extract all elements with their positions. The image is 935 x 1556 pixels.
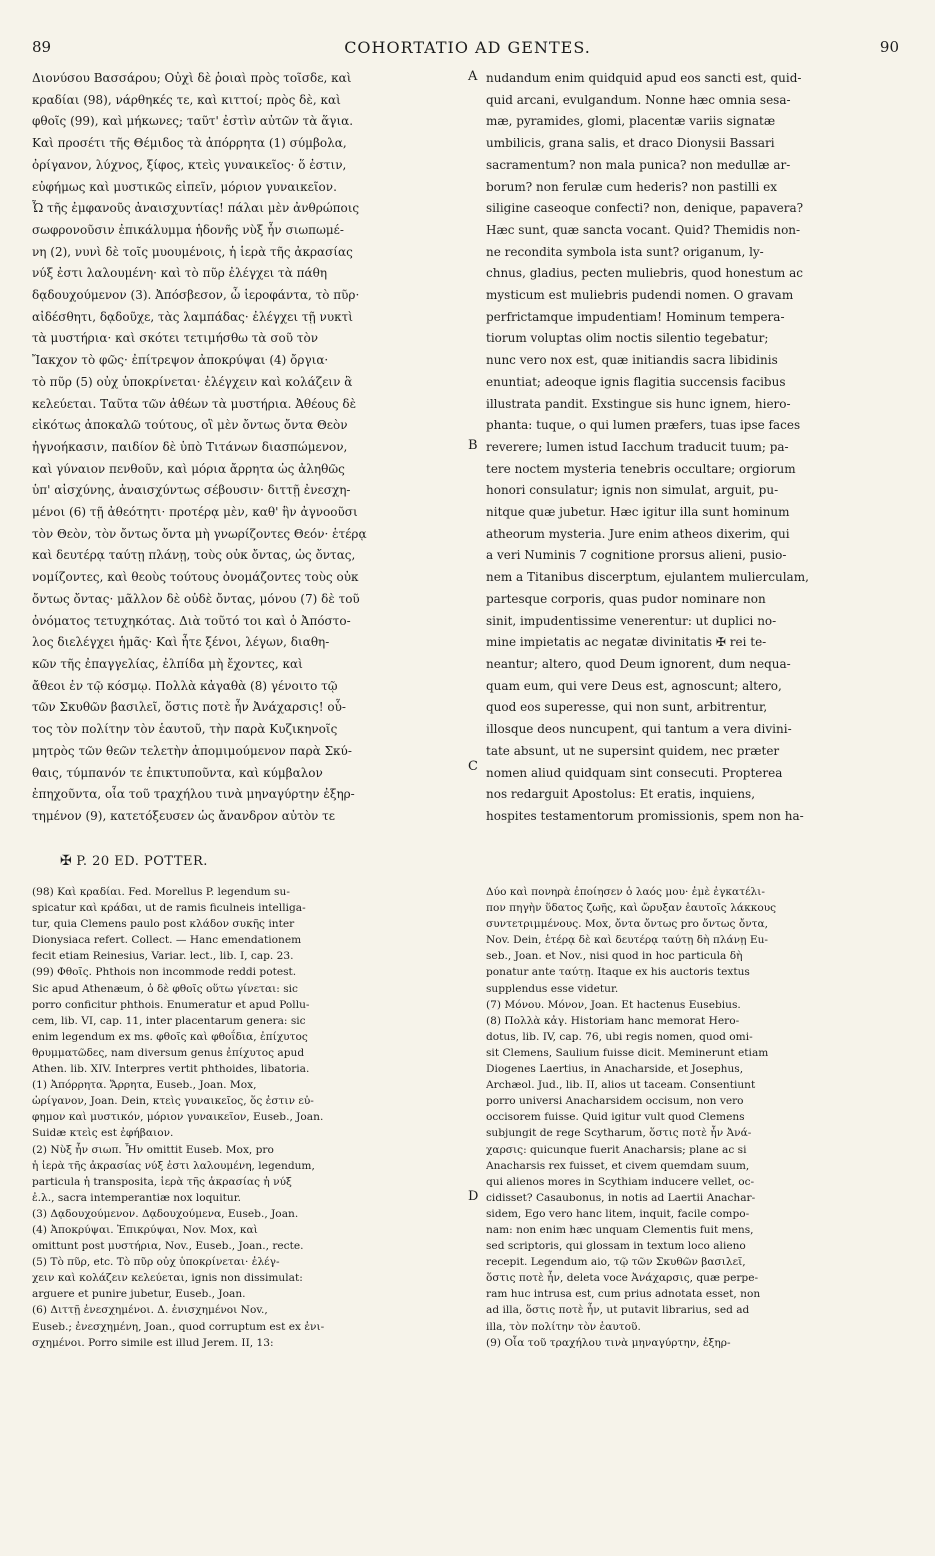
greek-text-column: Διονύσου Βασσάρου; Οὐχὶ δὲ ῥοιαὶ πρὸς τοῖσδε, καὶ κραδίαι (98), νάρθηκές τε, καὶ κιττοί; πρὸς δὲ, καὶ φθοῖς (99), καὶ μήκωνες; ταῦτ' ἐστὶν αὐτῶν τὰ ἅγια. Καὶ προσέτι τῆς Θέμιδος τὰ ἀπόρρητα (1) σύμβολα, ὀρίγανον, λύχνος, ξίφος, κτεὶς γυναικεῖος· ὅ ἐστιν, εὐφήμως καὶ μυστικῶς εἰπεῖν, μόριον γυναικεῖον. Ὦ τῆς ἐμφανοῦς ἀναισχυντίας! πάλαι μὲν ἀνθρώποις σωφρονοῦσιν ἐπικάλυμμα ἡδονῆς νὺξ ἦν σιωπωμέ- νη (2), νυνὶ δὲ τοῖς μυουμένοις, ἡ ἱερὰ τῆς ἀκρασίας νύξ ἐστι λαλουμένη· καὶ τὸ πῦρ ἐλέγχει τὰ πάθη δᾳδουχούμενον (3). Ἀπόσβεσον, ὦ ἱεροφάντα, τὸ πῦρ· αἰδέσθητι, δᾳδοῦχε, τὰς λαμπάδας· ἐλέγχει τῇ νυκτὶ τὰ μυστήρια· καὶ σκότει τετιμήσθω τὰ σοῦ τὸν Ἴακχον τὸ φῶς· ἐπίτρεψον ἀποκρύψαι (4) ὄργια· τὸ πῦρ (5) οὐχ ὑποκρίνεται· ἐλέγχειν καὶ κολάζειν ἃ κελεύεται. Ταῦτα τῶν ἀθέων τὰ μυστήρια. Ἀθέους δὲ εἰκότως ἀποκαλῶ τούτους, οἳ μὲν ὄντως ὄντα Θεὸν ἠγνοήκασιν, παιδίον δὲ ὑπὸ Τιτάνων διασπώμενον, καὶ γύναιον πενθοῦν, καὶ μόρια ἄρρητα ὡς ἀληθῶς ὑπ' αἰσχύνης, ἀναισχύντως σέβουσιν· διττῇ ἐνεσχη- μένοι (6) τῇ ἀθεότητι· προτέρᾳ μὲν, καθ' ἣν ἀγνοοῦσι τὸν Θεὸν, τὸν ὄντως ὄντα μὴ γνωρίζοντες Θεόν· ἑτέρᾳ καὶ δευτέρᾳ ταύτῃ πλάνῃ, τοὺς οὐκ ὄντας, ὡς ὄντας, νομίζοντες, καὶ θεοὺς τούτους ὀνομάζοντες τοὺς οὐκ ὄντως ὄντας· μᾶλλον δὲ οὐδὲ ὄντας, μόνου (7) δὲ τοῦ ὀνόματος τετυχηκότας. Διὰ τοῦτό τοι καὶ ὁ Ἀπόστο- λος διελέγχει ἡμᾶς· Καὶ ἦτε ξένοι, λέγων, διαθη- κῶν τῆς ἐπαγγελίας, ἐλπίδα μὴ ἔχοντες, καὶ ἄθεοι ἐν τῷ κόσμῳ. Πολλὰ κἀγαθὰ (8) γένοιτο τῷ τῶν Σκυθῶν βασιλεῖ, ὅστις ποτὲ ἦν Ἀνάχαρσις! οὗ- τος τὸν πολίτην τὸν ἑαυτοῦ, τὴν παρὰ Κυζικηνοῖς μητρὸς τῶν θεῶν τελετὴν ἀπομιμούμενον παρὰ Σκύ- θαις, τύμπανόν τε ἐπικτυποῦντα, καὶ κύμβαλον ἐπηχοῦντα, οἷα τοῦ τραχήλου τινὰ μηναγύρτην ἐξηρ- τημένον (9), κατετόξευσεν ὡς ἄνανδρον αὐτὸν τε — [32, 71, 367, 823]
running-title: COHORTATIO AD GENTES. — [344, 38, 591, 57]
potter-edition-reference — [60, 853, 208, 869]
page-header — [0, 38, 935, 68]
section-marker-b: B — [468, 438, 478, 453]
right-page-number: 90 — [879, 38, 899, 56]
left-page-number: 89 — [32, 38, 52, 56]
latin-text-column: nudandum enim quidquid apud eos sancti est, quid- quid arcani, evulgandum. Nonne hæc omnia sesa- mæ, pyramides, glomi, placentæ variis signatæ umbilicis, grana salis, et draco Dionysii Bassari sacramentum? non mala punica? non medullæ ar- borum? non ferulæ cum hederis? non pastilli ex siligine caseoque confecti? non, denique, papavera? Hæc sunt, quæ sancta vocant. Quid? Themidis non- ne recondita symbola ista sunt? origanum, ly- chnus, gladius, pecten muliebris, quod honestum ac mysticum est muliebris pudendi nomen. O gravam perfrictamque impudentiam! Hominum tempera- tiorum voluptas olim noctis silentio tegebatur; nunc vero nox est, quæ initiandis sacra libidinis enuntiat; adeoque ignis flagitia succensis facibus illustrata pandit. Exstingue sis hunc ignem, hiero- phanta: tuque, o qui lumen præfers, tuas ipse faces reverere; lumen istud Iacchum traducit tuum; pa- tere noctem mysteria tenebris occultare; orgiorum honori consulatur; ignis non simulat, arguit, pu- nitque quæ jubetur. Hæc igitur illa sunt hominum atheorum mysteria. Jure enim atheos dixerim, qui a veri Numinis 7 cognitione prorsus alieni, pusio- nem a Titanibus discerptum, ejulantem mulierculam, partesque corporis, quas pudor nominare non sinit, impudentissime venerentur: ut duplici no- mine impietatis ac negatæ divinitatis ✠ rei te- neantur; altero, quod Deum ignorent, dum nequa- quam eum, qui vere Deus est, agnoscunt; altero, quod eos superesse, qui non sunt, arbitrentur, illosque deos nuncupent, qui tantum a vera divini- tate absunt, ut ne supersint quidem, nec præter nomen aliud quidquam sint consecuti. Propterea nos redarguit Apostolus: Et eratis, inquiens, hospites testamentorum promissionis, spem non ha- — [486, 71, 809, 823]
cross-icon: ✠ — [60, 853, 73, 869]
footnotes-right-column: Δύο καὶ πονηρὰ ἐποίησεν ὁ λαός μου· ἐμὲ ἐγκατέλι- πον πηγὴν ὕδατος ζωῆς, καὶ ὤρυξαν ἑαυτοῖς λάκκους συντετριμμένους. Mox, ὄντα ὄντως pro ὄντως ὄντα, Nov. Dein, ἑτέρᾳ δὲ καὶ δευτέρᾳ ταύτῃ δὴ πλάνῃ Eu- seb., Joan. et Nov., nisi quod in hoc particula δὴ ponatur ante ταύτῃ. Itaque ex his auctoris textus supplendus esse videtur. (7) Μόνου. Μόνον, Joan. Et hactenus Eusebius. (8) Πολλὰ κἀγ. Historiam hanc memorat Hero- dotus, lib. IV, cap. 76, ubi regis nomen, quod omi- sit Clemens, Saulium fuisse dicit. Meminerunt etiam Diogenes Laertius, in Anacharside, et Josephus, Archæol. Jud., lib. II, alios ut taceam. Consentiunt porro universi Anacharsidem occisum, non vero occisorem fuisse. Quid igitur vult quod Clemens subjungit de rege Scytharum, ὅστις ποτὲ ἦν Ἀνά- χαρσις: quicunque fuerit Anacharsis; plane ac si Anacharsis rex fuisset, et civem quemdam suum, qui alienos mores in Scythiam inducere vellet, oc- cidisset? Casaubonus, in notis ad Laertii Anachar- sidem, Ego vero hanc litem, inquit, facile compo- nam: non enim hæc unquam Clementis fuit mens, sed scriptoris, qui glossam in textum loco alieno recepit. Legendum aio, τῷ τῶν Σκυθῶν βασιλεῖ, ὅστις ποτὲ ἦν, deleta voce Ἀνάχαρσις, quæ perpe- ram huc intrusa est, cum prius adnotata esset, non ad illa, ὅστις ποτὲ ἦν, ut putavit librarius, sed ad illa, τὸν πολίτην τὸν ἑαυτοῦ. (9) Οἷα τοῦ τραχήλου τινὰ μηναγύρτην, ἐξηρ- — [486, 886, 777, 1349]
potter-reference-text: P. 20 ED. POTTER. — [76, 854, 208, 869]
footnotes-left-column: (98) Καὶ κραδίαι. Fed. Morellus P. legendum su- spicatur καὶ κράδαι, ut de ramis ficulneis intelliga- tur, quia Clemens paulo post κλάδον συκῆς inter Dionysiaca refert. Collect. — Hanc emendationem fecit etiam Reinesius, Variar. lect., lib. I, cap. 23. (99) Φθοῖς. Phthois non incommode reddi potest. Sic apud Athenæum, ὁ δὲ φθοῖς οὕτω γίνεται: sic porro conficitur phthois. Enumeratur et apud Pollu- cem, lib. VI, cap. 11, inter placentarum genera: sic enim legendum ex ms. φθοῖς καὶ φθοΐδια, ἐπίχυτος θρυμματῶδες, nam diversum genus ἐπίχυτος apud Athen. lib. XIV. Interpres vertit phthoides, libatoria. (1) Ἀπόρρητα. Ἄρρητα, Euseb., Joan. Mox, ὠρίγανον, Joan. Dein, κτεὶς γυναικεῖος, ὅς ἐστιν εὐ- φημον καὶ μυστικόν, μόριον γυναικεῖον, Euseb., Joan. Suidæ κτεὶς est ἐφήβαιον. (2) Νὺξ ἦν σιωπ. Ἦν omittit Euseb. Mox, pro ἡ ἱερὰ τῆς ἀκρασίας νύξ ἐστι λαλουμένη, legendum, particula ἡ transposita, ἱερὰ τῆς ἀκρασίας ἡ νύξ ἐ.λ., sacra intemperantiæ nox loquitur. (3) Δᾳδουχούμενον. Δᾳδουχούμενα, Euseb., Joan. (4) Ἀποκρύψαι. Ἐπικρύψαι, Nov. Mox, καὶ omittunt post μυστήρια, Nov., Euseb., Joan., recte. (5) Τὸ πῦρ, etc. Τὸ πῦρ οὐχ ὑποκρίνεται· ἐλέγ- χειν καὶ κολάζειν κελεύεται, ignis non dissimulat: arguere et punire jubetur, Euseb., Joan. (6) Διττῇ ἐνεσχημένοι. Δ. ἐνισχημένοι Nov., Euseb.; ἐνεσχημένη, Joan., quod corruptum est ex ἐνι- σχημένοι. Porro simile est illud Jerem. II, 13: — [32, 886, 325, 1349]
section-marker-c: C — [468, 759, 478, 774]
section-marker-d: D — [468, 1189, 479, 1204]
section-marker-a: A — [468, 69, 478, 84]
